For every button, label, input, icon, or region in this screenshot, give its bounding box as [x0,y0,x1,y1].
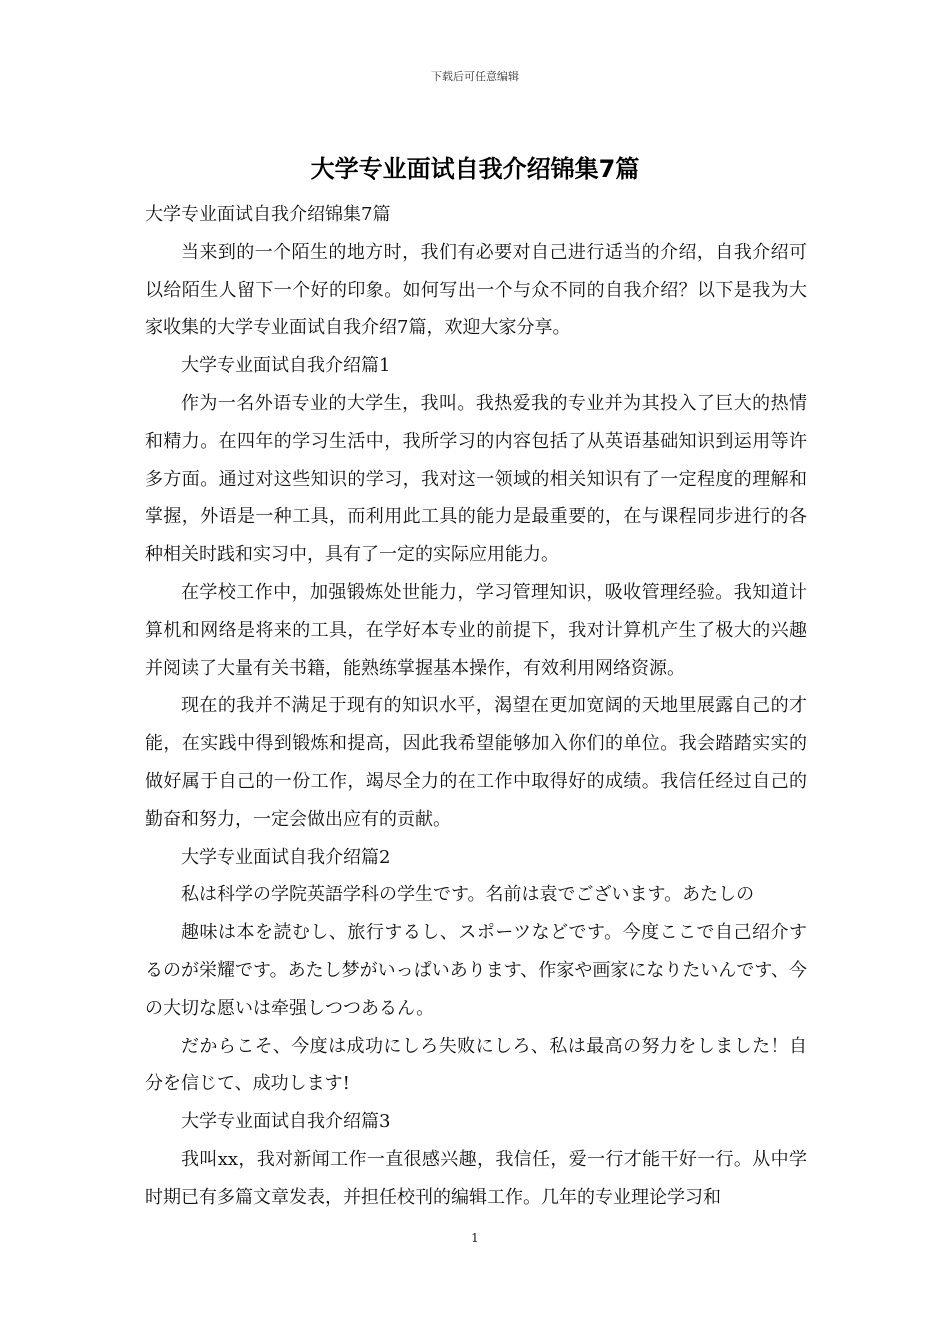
paragraph: 我叫xx，我对新闻工作一直很感兴趣，我信任，爱一行才能干好一行。从中学时期已有多篇文章发表，并担任校刊的编辑工作。几年的专业理论学习和 [145,1148,807,1208]
subtitle-line: 大学专业面试自我介绍锦集7篇 [145,204,391,225]
paragraph: 作为一名外语专业的大学生，我叫。我热爱我的专业并为其投入了巨大的热情和精力。在四年的学习生活中，我所学习的内容包括了从英语基础知识到运用等许多方面。通过对这些知识的学习，我对这一领域的相关知识有了一定程度的理解和掌握，外语是一种工具，而利用此工具的能力是最重要的，在与课程同步进行的各种相关时践和实习中，具有了一定的实际应用能力。 [145,392,807,566]
section-heading-1: 大学专业面试自我介绍篇1 [181,355,391,377]
intro-paragraph: 当来到的一个陌生的地方时，我们有必要对自己进行适当的介绍，自我介绍可以给陌生人留下一个好的印象。如何写出一个与众不同的自我介绍？以下是我为大家收集的大学专业面试自我介绍7篇，欢迎大家分享。 [145,241,807,339]
document-title: 大学专业面试自我介绍锦集7篇 [310,155,640,183]
paragraph: だからこそ、今度は成功にしろ失败にしろ、私は最高の努力をしました！自分を信じて、成功します! [145,1035,807,1095]
page-number: 1 [471,1231,479,1245]
section-heading-2: 大学专业面试自我介绍篇2 [181,846,391,868]
document-body [145,196,807,1217]
paragraph: 现在的我并不满足于现有的知识水平，渴望在更加宽阔的天地里展露自己的才能，在实践中得到锻炼和提高，因此我希望能够加入你们的单位。我会踏踏实实的做好属于自己的一份工作，竭尽全力的在工作中取得好的成绩。我信任经过自己的勤奋和努力，一定会做出应有的贡献。 [145,695,807,830]
paragraph: 在学校工作中，加强锻炼处世能力，学习管理知识，吸收管理经验。我知道计算机和网络是将来的工具，在学好本专业的前提下，我对计算机产生了极大的兴趣并阅读了大量有关书籍，能熟练掌握基本操作，有效利用网络资源。 [145,581,807,679]
paragraph: 趣味は本を読むし、旅行するし、スポーツなどです。今度ここで自己绍介するのが栄耀です。あたし梦がいっぱいあります、作家や画家になりたいんです、今の大切な愿いは牵强しつつあるん。 [145,922,807,1019]
section-heading-3: 大学专业面试自我介绍篇3 [181,1111,391,1133]
page-header-note: 下载后可任意编辑 [431,70,519,83]
paragraph: 私は科学の学院英語学科の学生です。名前は袁でございます。あたしの [181,884,755,906]
